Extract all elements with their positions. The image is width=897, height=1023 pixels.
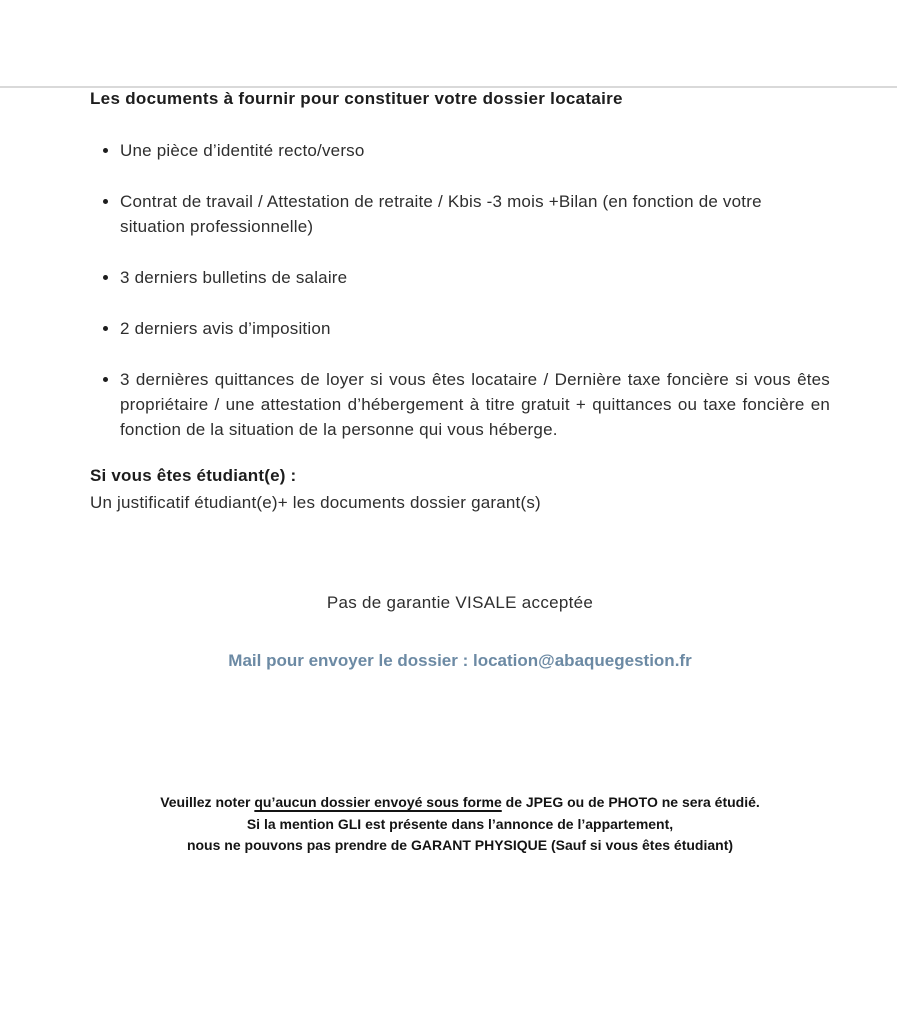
list-item-text: 2 derniers avis d’imposition bbox=[120, 319, 331, 338]
list-item bbox=[90, 189, 830, 239]
footer-note-line1-pre: Veuillez noter bbox=[160, 794, 255, 810]
bullet-icon bbox=[103, 377, 108, 382]
footer-note-line1-post: de JPEG ou de PHOTO ne sera étudié. bbox=[501, 794, 760, 810]
list-item-text: 3 derniers bulletins de salaire bbox=[120, 268, 348, 287]
bullet-icon bbox=[103, 326, 108, 331]
footer-note-line1-underlined: qu’aucun dossier envoyé sous forme bbox=[254, 794, 502, 810]
footer-note-line3: nous ne pouvons pas prendre de GARANT PHYSIQUE (Sauf si vous êtes étudiant) bbox=[186, 837, 734, 853]
list-item-text: Une pièce d’identité recto/verso bbox=[120, 141, 365, 160]
bullet-icon bbox=[103, 148, 108, 153]
list-item bbox=[90, 265, 830, 290]
required-documents-list bbox=[90, 138, 830, 442]
footer-note-line1 bbox=[90, 792, 830, 814]
visale-note: Pas de garantie VISALE acceptée bbox=[326, 593, 594, 612]
list-item bbox=[90, 316, 830, 341]
footer-note bbox=[90, 792, 830, 857]
student-section bbox=[90, 462, 830, 516]
student-section-heading: Si vous êtes étudiant(e) : bbox=[90, 466, 297, 485]
list-item bbox=[90, 138, 830, 163]
list-item bbox=[90, 367, 830, 442]
mail-instruction: Mail pour envoyer le dossier : location@abaquegestion.fr bbox=[228, 651, 692, 670]
document-title: Les documents à fournir pour constituer votre dossier locataire bbox=[90, 89, 623, 108]
document-content bbox=[90, 86, 830, 857]
footer-note-line2: Si la mention GLI est présente dans l’annonce de l’appartement, bbox=[246, 815, 674, 832]
student-section-body: Un justificatif étudiant(e)+ les documents dossier garant(s) bbox=[90, 493, 541, 512]
document-page bbox=[0, 86, 897, 1023]
top-divider bbox=[0, 86, 897, 88]
bullet-icon bbox=[103, 199, 108, 204]
list-item-text: 3 dernières quittances de loyer si vous êtes locataire / Dernière taxe foncière si vous êtes propriétaire / une attestation d’hébergement à titre gratuit + quittances ou taxe foncière en fonction de la situation de la personne qui vous héberge. bbox=[120, 370, 830, 439]
list-item-text: Contrat de travail / Attestation de retraite / Kbis -3 mois +Bilan (en fonction de votre situation professionnelle) bbox=[120, 192, 762, 236]
bullet-icon bbox=[103, 275, 108, 280]
